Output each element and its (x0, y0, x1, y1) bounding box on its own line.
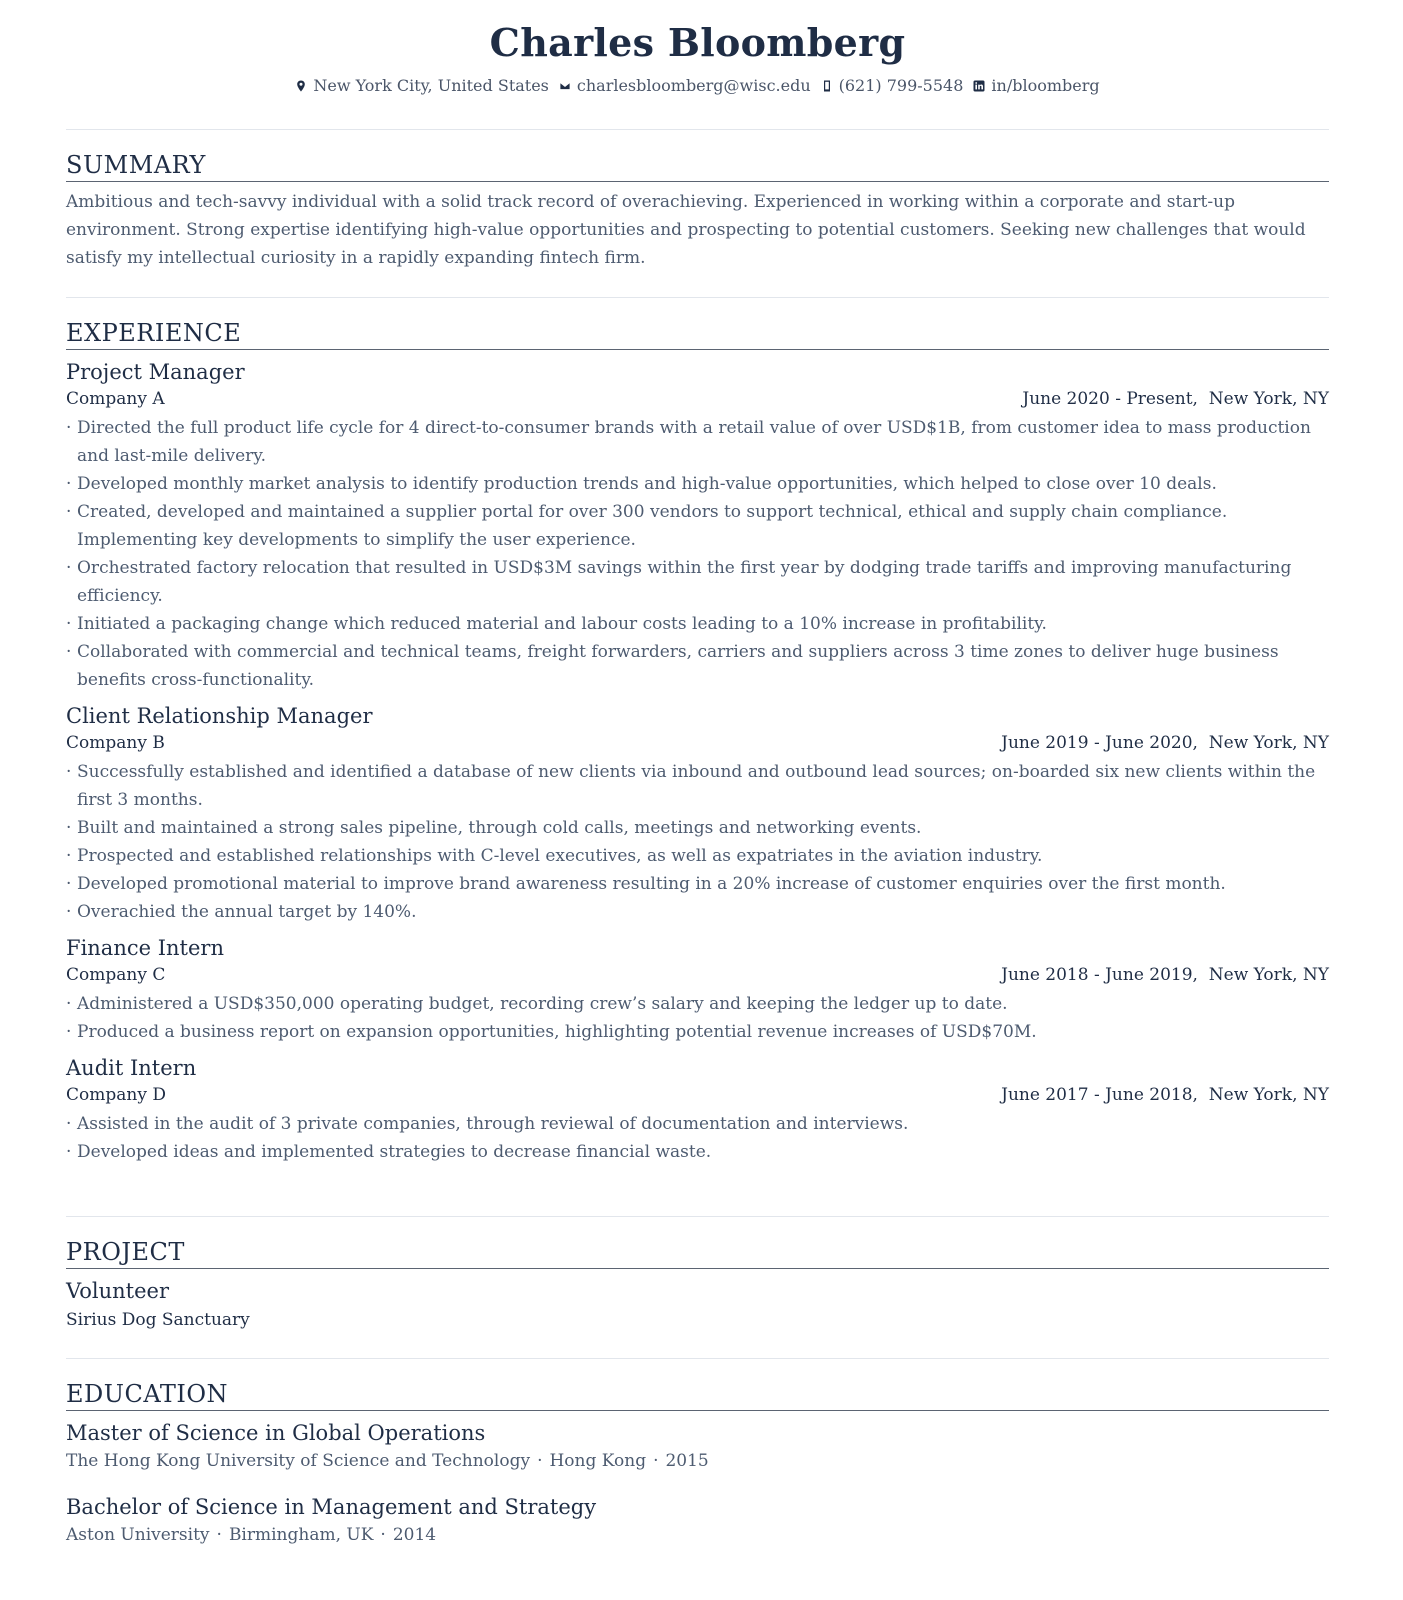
divider (66, 297, 1329, 298)
education-section (66, 1379, 1329, 1549)
list-item: · Initiated a packaging change which reduced material and labour costs leading to a 10% increase in profitability. (66, 610, 1329, 638)
job-meta (66, 1082, 1329, 1108)
job-dates-location (1001, 962, 1329, 988)
job-meta (66, 962, 1329, 988)
edu-school: Aston University (66, 1525, 210, 1545)
job-dates: June 2019 - June 2020, (1001, 733, 1198, 753)
divider (66, 1216, 1329, 1217)
experience-section (66, 318, 1329, 1166)
job-meta (66, 730, 1329, 756)
job-location: New York, NY (1208, 733, 1329, 753)
summary-heading: SUMMARY (66, 150, 1329, 182)
summary-text: Ambitious and tech-savvy individual with a solid track record of overachieving. Experienced in working within a corporate and start-up environment. Strong expertise identifying high-value opportunities and prospecting to potential customers. Seeking new challenges that would satisfy my intellectual curiosity in a rapidly expanding fintech firm. (66, 192, 1306, 268)
list-item: · Developed monthly market analysis to identify production trends and high-value opportunities, which helped to close over 10 deals. (66, 470, 1329, 498)
summary-section (66, 150, 1329, 272)
location-text: New York City, United States (313, 76, 549, 95)
email-text[interactable]: charlesbloomberg@wisc.edu (576, 76, 811, 95)
project-org-text: Sirius Dog Sanctuary (66, 1310, 250, 1330)
job-entry (66, 1054, 1329, 1166)
job-dates-location (1022, 386, 1329, 412)
project-name: Volunteer (66, 1279, 169, 1303)
envelope-icon (559, 80, 571, 92)
job-company: Company B (66, 733, 165, 753)
job-dates: June 2018 - June 2019, (1001, 965, 1198, 985)
resume-header (66, 0, 1329, 95)
project-section (66, 1237, 1329, 1335)
job-title: Client Relationship Manager (66, 704, 373, 728)
edu-year: 2015 (665, 1451, 709, 1471)
job-location: New York, NY (1208, 389, 1329, 409)
job-dates-location (1001, 730, 1329, 756)
candidate-name: Charles Bloomberg (489, 20, 906, 65)
job-entry (66, 934, 1329, 1046)
project-heading: PROJECT (66, 1237, 1329, 1269)
linkedin-text[interactable]: in/bloomberg (991, 76, 1100, 95)
job-bullets (66, 758, 1329, 926)
list-item: · Prospected and established relationships with C-level executives, as well as expatriates in the aviation industry. (66, 842, 1329, 870)
job-bullets (66, 414, 1329, 694)
linkedin-icon (973, 80, 985, 92)
list-item: · Developed ideas and implemented strategies to decrease financial waste. (66, 1138, 1329, 1166)
list-item: · Built and maintained a strong sales pipeline, through cold calls, meetings and networking events. (66, 814, 1329, 842)
job-entry (66, 358, 1329, 694)
divider (66, 129, 1329, 130)
edu-meta: Aston University · Birmingham, UK · 2014 (66, 1525, 437, 1545)
list-item: · Developed promotional material to improve brand awareness resulting in a 20% increase of customer enquiries over the first month. (66, 870, 1329, 898)
edu-school: The Hong Kong University of Science and Technology (66, 1451, 531, 1471)
list-item: · Collaborated with commercial and technical teams, freight forwarders, carriers and suppliers across 3 time zones to deliver huge business benefits cross-functionality. (66, 638, 1329, 694)
experience-heading: EXPERIENCE (66, 318, 1329, 350)
edu-year: 2014 (392, 1525, 437, 1545)
divider (66, 1358, 1329, 1359)
job-dates: June 2017 - June 2018, (1001, 1085, 1198, 1105)
contact-linkedin[interactable] (973, 76, 1099, 95)
phone-icon (821, 80, 833, 92)
job-bullets (66, 1110, 1329, 1166)
list-item: · Directed the full product life cycle for 4 direct-to-consumer brands with a retail value of over USD$1B, from customer idea to mass production and last-mile delivery. (66, 414, 1329, 470)
education-entry (66, 1419, 1329, 1475)
job-title: Audit Intern (66, 1056, 197, 1080)
job-entry (66, 702, 1329, 926)
job-company: Company A (66, 389, 165, 409)
contact-bar (66, 76, 1329, 95)
edu-location: Birmingham, UK (228, 1525, 374, 1545)
education-entry (66, 1493, 1329, 1549)
education-heading: EDUCATION (66, 1379, 1329, 1411)
job-dates-location (1001, 1082, 1329, 1108)
phone-text[interactable]: (621) 799-5548 (838, 76, 964, 95)
edu-meta: The Hong Kong University of Science and Technology · Hong Kong · 2015 (66, 1451, 709, 1471)
contact-location (295, 76, 549, 95)
job-bullets (66, 990, 1329, 1046)
job-dates: June 2020 - Present, (1022, 389, 1198, 409)
contact-phone[interactable] (821, 76, 964, 95)
job-location: New York, NY (1208, 1085, 1329, 1105)
project-org (66, 1305, 1329, 1335)
list-item: · Overachied the annual target by 140%. (66, 898, 1329, 926)
job-location: New York, NY (1208, 965, 1329, 985)
list-item: · Created, developed and maintained a supplier portal for over 300 vendors to support technical, ethical and supply chain compliance. Implementing key developments to simplify the user experience. (66, 498, 1329, 554)
location-pin-icon (295, 80, 307, 92)
list-item: · Assisted in the audit of 3 private companies, through reviewal of documentation and interviews. (66, 1110, 1329, 1138)
contact-email[interactable] (559, 76, 811, 95)
job-company: Company D (66, 1085, 166, 1105)
edu-degree: Master of Science in Global Operations (66, 1421, 486, 1445)
list-item: · Successfully established and identified a database of new clients via inbound and outbound lead sources; on-boarded six new clients within the first 3 months. (66, 758, 1329, 814)
list-item: · Administered a USD$350,000 operating budget, recording crew’s salary and keeping the ledger up to date. (66, 990, 1329, 1018)
edu-location: Hong Kong (549, 1451, 647, 1471)
edu-degree: Bachelor of Science in Management and Strategy (66, 1495, 597, 1519)
job-title: Project Manager (66, 360, 245, 384)
job-meta (66, 386, 1329, 412)
list-item: · Produced a business report on expansion opportunities, highlighting potential revenue increases of USD$70M. (66, 1018, 1329, 1046)
job-title: Finance Intern (66, 936, 224, 960)
list-item: · Orchestrated factory relocation that resulted in USD$3M savings within the first year by dodging trade tariffs and improving manufacturing efficiency. (66, 554, 1329, 610)
job-company: Company C (66, 965, 166, 985)
